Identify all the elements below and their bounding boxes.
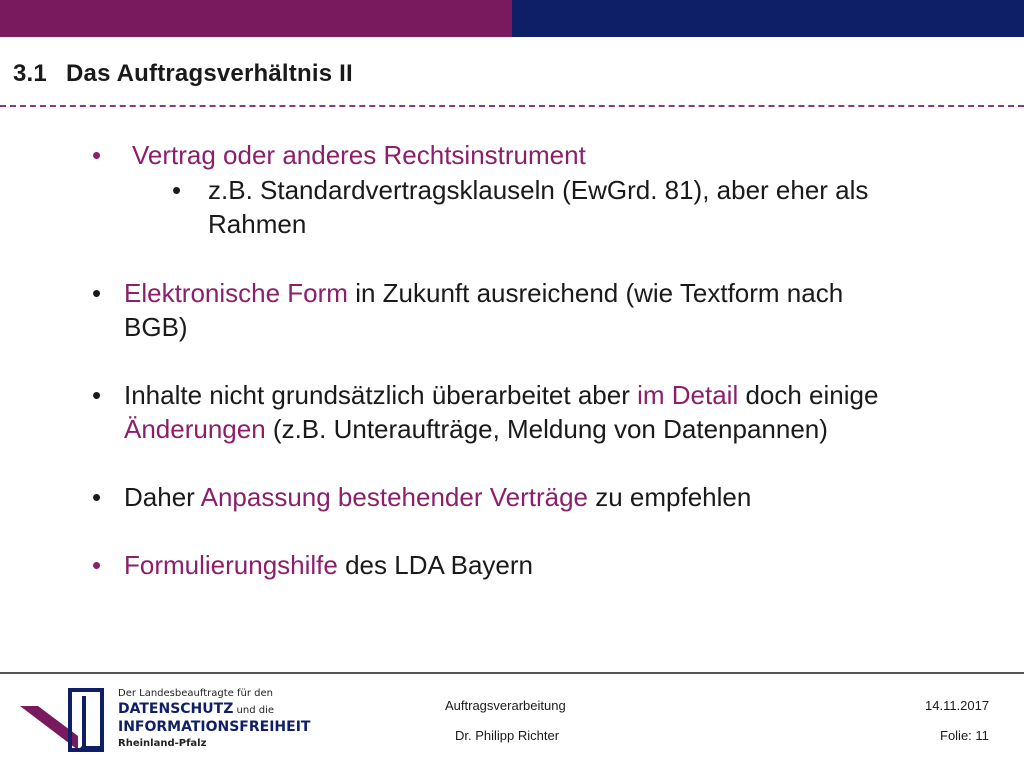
bullet-text: Formulierungshilfe des LDA Bayern — [124, 550, 533, 580]
footer-author: Dr. Philipp Richter — [455, 728, 560, 743]
logo-line-4: Rheinland-Pfalz — [118, 738, 207, 749]
bullet-text: Daher Anpassung bestehender Verträge zu empfehlen — [124, 482, 752, 512]
top-bar-navy — [512, 0, 1024, 37]
bullet-dot: • — [92, 278, 102, 308]
logo-line-3: INFORMATIONSFREIHEIT — [118, 719, 311, 735]
bullet-dot: • — [92, 482, 102, 512]
title-text: Das Auftragsverhältnis II — [66, 60, 353, 87]
logo-line-1: Der Landesbeauftragte für den — [118, 688, 273, 699]
footer-date: 14.11.2017 — [925, 698, 990, 713]
logo-line-2: DATENSCHUTZ und die — [118, 701, 275, 717]
bullet-dot: • — [172, 175, 182, 205]
bullet-text: z.B. Standardvertragsklauseln (EwGrd. 81), aber eher als Rahmen — [208, 175, 869, 239]
footer-topic: Auftragsverarbeitung — [445, 698, 566, 713]
bullet-dot: • — [92, 380, 102, 410]
footer-divider — [0, 672, 1024, 674]
bullet-dot: • — [92, 550, 102, 580]
slide-title — [13, 60, 353, 88]
bullet-text: Vertrag oder anderes Rechtsinstrument — [132, 140, 586, 170]
organization-logo — [20, 688, 320, 754]
bullet-text: Inhalte nicht grundsätzlich überarbeitet aber im Detail doch einige Änderungen (z.B. Unteraufträge, Meldung von Datenpannen) — [124, 380, 879, 444]
footer-slide-number: Folie: 11 — [940, 728, 989, 743]
title-divider — [0, 105, 1024, 107]
section-number: 3.1 — [13, 60, 47, 87]
bullet-dot: • — [92, 140, 102, 170]
bullet-text: Elektronische Form in Zukunft ausreichend (wie Textform nach BGB) — [124, 278, 844, 342]
top-color-bar — [0, 0, 1024, 37]
top-bar-magenta — [0, 0, 512, 37]
logo-emblem-icon — [20, 688, 110, 754]
